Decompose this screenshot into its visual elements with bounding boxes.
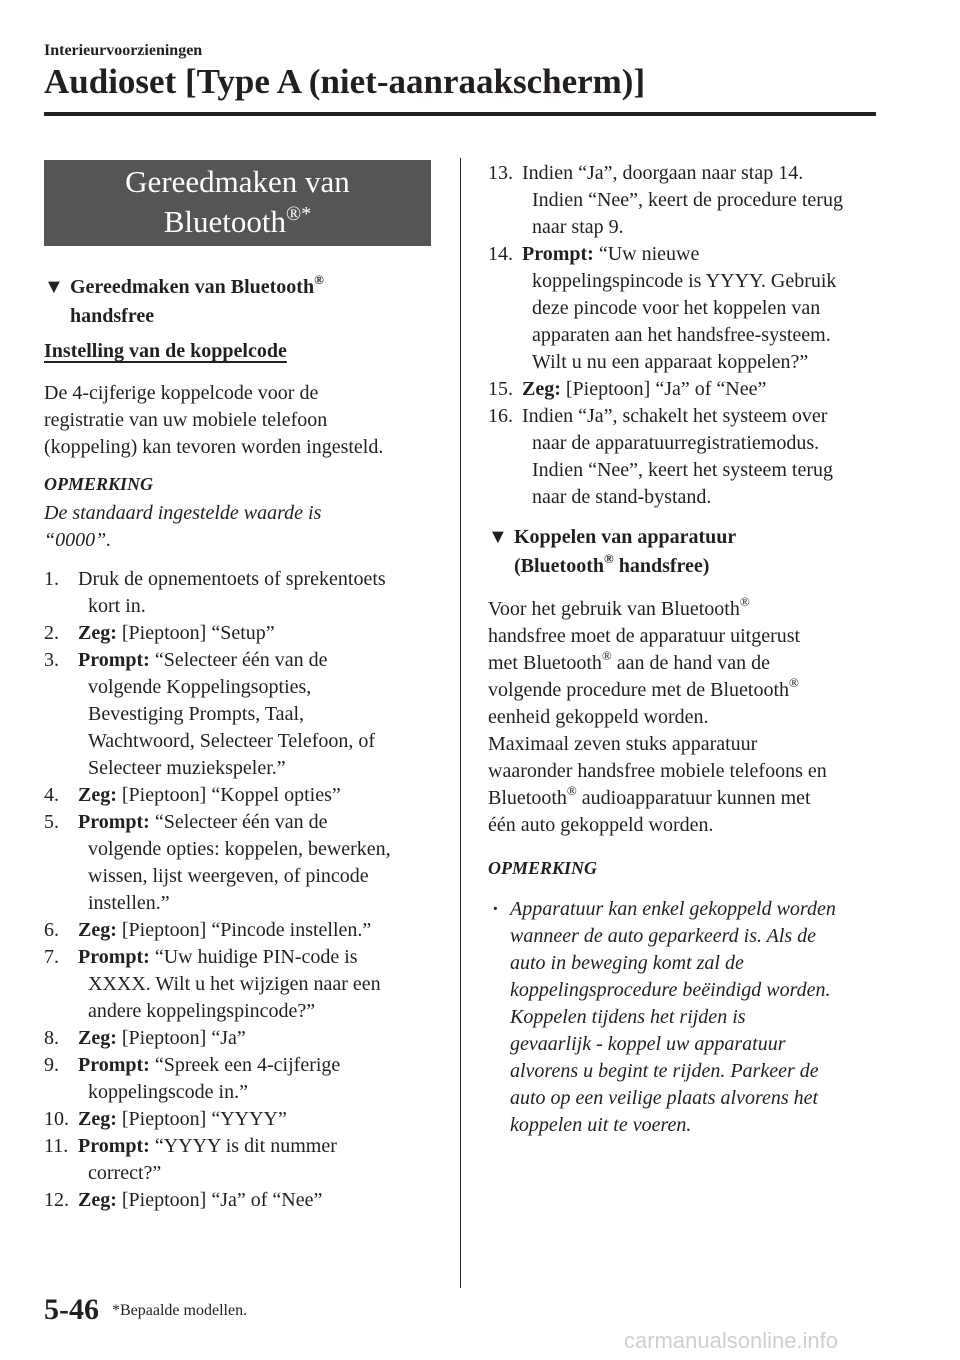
step-text: [Pieptoon] “Ja” of “Nee” bbox=[121, 1189, 323, 1211]
note-bullet-text bbox=[488, 896, 888, 1139]
step-label: Zeg: bbox=[522, 378, 561, 400]
note-line: wanneer de auto geparkeerd is. Als de bbox=[510, 925, 817, 947]
watermark: carmanualsonline.info bbox=[624, 1328, 839, 1353]
step-text: volgende opties: koppelen, bewerken, bbox=[88, 838, 391, 860]
step-item bbox=[44, 620, 444, 647]
step-item bbox=[44, 566, 444, 620]
step-label: Zeg: bbox=[78, 1027, 117, 1049]
step-text: Wilt u nu een apparaat koppelen?” bbox=[532, 351, 809, 373]
step-item bbox=[44, 1133, 444, 1187]
step-text: naar de stand-bystand. bbox=[532, 486, 712, 508]
step-item bbox=[44, 917, 444, 944]
step-text: “Spreek een 4-cijferige bbox=[154, 1054, 341, 1076]
step-item bbox=[44, 782, 444, 809]
step-number: 4. bbox=[44, 784, 59, 806]
step-number: 5. bbox=[44, 811, 59, 833]
intro-paragraph: Voor het gebruik van Bluetooth® handsfree moet de apparatuur uitgerust met Bluetooth® aan de hand van de volgende procedure met de Bluetooth® eenheid gekoppeld worden. Maximaal zeven stuks apparatuur waaronder handsfree mobiele telefoons en Bluetooth® audioapparatuur kunnen met één auto gekoppeld worden. bbox=[488, 594, 827, 836]
step-text: [Pieptoon] “Pincode instellen.” bbox=[121, 919, 372, 941]
step-item bbox=[44, 647, 444, 782]
step-text: kort in. bbox=[88, 595, 146, 617]
step-text: Wachtwoord, Selecteer Telefoon, of bbox=[88, 730, 376, 752]
step-text: correct?” bbox=[88, 1162, 162, 1184]
step-number: 16. bbox=[488, 405, 513, 427]
step-item bbox=[44, 944, 444, 1025]
step-text: [Pieptoon] “Ja” of “Nee” bbox=[565, 378, 767, 400]
step-text: naar stap 9. bbox=[532, 216, 624, 238]
step-number: 15. bbox=[488, 378, 513, 400]
section-banner bbox=[44, 160, 431, 246]
note-text: De standaard ingestelde waarde is “0000”. bbox=[44, 502, 322, 551]
step-text: [Pieptoon] “Ja” bbox=[121, 1027, 246, 1049]
step-number: 11. bbox=[44, 1135, 69, 1157]
step-item bbox=[488, 241, 888, 376]
step-number: 1. bbox=[44, 568, 59, 590]
note-line: koppelen uit te voeren. bbox=[510, 1114, 692, 1136]
left-heading: ▼ Gereedmaken van Bluetooth® handsfree bbox=[44, 272, 324, 327]
note-line: gevaarlijk - koppel uw apparatuur bbox=[510, 1033, 786, 1055]
step-item bbox=[44, 1052, 444, 1106]
intro-text: De 4-cijferige koppelcode voor de registratie van uw mobiele telefoon (koppeling) kan tevoren worden ingesteld. bbox=[44, 382, 384, 458]
step-item bbox=[488, 376, 888, 403]
triangle-down-icon: ▼ bbox=[488, 526, 508, 548]
step-number: 7. bbox=[44, 946, 59, 968]
step-text: Indien “Ja”, schakelt het systeem over bbox=[522, 405, 828, 427]
banner-line-2: Bluetooth®* bbox=[163, 203, 312, 239]
step-text: andere koppelingspincode?” bbox=[88, 1000, 316, 1022]
step-text: koppelingspincode is YYYY. Gebruik bbox=[532, 270, 837, 292]
step-text: apparaten aan het handsfree-systeem. bbox=[532, 324, 831, 346]
step-text: XXXX. Wilt u het wijzigen naar een bbox=[88, 973, 381, 995]
triangle-down-icon: ▼ bbox=[44, 276, 64, 298]
step-label: Zeg: bbox=[78, 1108, 117, 1130]
banner-registered-mark: ®* bbox=[286, 203, 312, 225]
step-text: Indien “Nee”, keert de procedure terug bbox=[532, 189, 843, 211]
step-label: Zeg: bbox=[78, 622, 117, 644]
step-number: 3. bbox=[44, 649, 59, 671]
step-text: deze pincode voor het koppelen van bbox=[532, 297, 821, 319]
note-line: alvorens u begint te rijden. Parkeer de bbox=[510, 1060, 819, 1082]
step-number: 12. bbox=[44, 1189, 69, 1211]
title-rule bbox=[44, 112, 876, 116]
step-label: Zeg: bbox=[78, 784, 117, 806]
step-label: Prompt: bbox=[78, 946, 150, 968]
step-label: Prompt: bbox=[522, 243, 594, 265]
step-number: 8. bbox=[44, 1027, 59, 1049]
step-label: Zeg: bbox=[78, 1189, 117, 1211]
banner-line-1: Gereedmaken van bbox=[125, 164, 350, 199]
step-label: Zeg: bbox=[78, 919, 117, 941]
right-step-list bbox=[488, 160, 888, 511]
step-text: “Uw nieuwe bbox=[598, 243, 700, 265]
step-item bbox=[488, 403, 888, 511]
subheading: Instelling van de koppelcode bbox=[44, 340, 287, 362]
step-label: Prompt: bbox=[78, 649, 150, 671]
step-text: “Selecteer één van de bbox=[154, 649, 328, 671]
step-number: 13. bbox=[488, 162, 513, 184]
step-text: instellen.” bbox=[88, 892, 170, 914]
step-text: [Pieptoon] “Koppel opties” bbox=[121, 784, 341, 806]
step-text: Selecteer muziekspeler.” bbox=[88, 757, 286, 779]
step-item bbox=[44, 1106, 444, 1133]
right-heading: ▼ Koppelen van apparatuur (Bluetooth® handsfree) bbox=[488, 526, 737, 577]
step-text: [Pieptoon] “Setup” bbox=[121, 622, 275, 644]
step-text: wissen, lijst weergeven, of pincode bbox=[88, 865, 369, 887]
bullet-icon: · bbox=[492, 898, 499, 920]
step-label: Prompt: bbox=[78, 1135, 150, 1157]
step-number: 2. bbox=[44, 622, 59, 644]
section-kicker: Interieurvoorzieningen bbox=[44, 42, 203, 59]
step-number: 6. bbox=[44, 919, 59, 941]
note-heading: OPMERKING bbox=[488, 858, 598, 878]
page-number: 5-46 bbox=[44, 1293, 99, 1326]
note-line: Koppelen tijdens het rijden is bbox=[510, 1006, 746, 1028]
step-text: “YYYY is dit nummer bbox=[154, 1135, 337, 1157]
step-text: koppelingscode in.” bbox=[88, 1081, 248, 1103]
step-text: naar de apparatuurregistratiemodus. bbox=[532, 432, 820, 454]
step-text: Druk de opnementoets of sprekentoets bbox=[78, 568, 386, 590]
note-line: auto op een veilige plaats alvorens het bbox=[510, 1087, 819, 1109]
step-text: volgende Koppelingsopties, bbox=[88, 676, 312, 698]
step-number: 14. bbox=[488, 243, 513, 265]
step-number: 9. bbox=[44, 1054, 59, 1076]
page-title: Audioset [Type A (niet-aanraakscherm)] bbox=[44, 62, 646, 101]
step-number: 10. bbox=[44, 1108, 69, 1130]
step-label: Prompt: bbox=[78, 1054, 150, 1076]
step-text: “Selecteer één van de bbox=[154, 811, 328, 833]
left-step-list bbox=[44, 566, 444, 1214]
step-text: [Pieptoon] “YYYY” bbox=[121, 1108, 287, 1130]
step-text: Indien “Ja”, doorgaan naar stap 14. bbox=[522, 162, 804, 184]
step-item bbox=[44, 1025, 444, 1052]
note-line: Apparatuur kan enkel gekoppeld worden bbox=[510, 898, 836, 920]
footnote: *Bepaalde modellen. bbox=[112, 1302, 248, 1319]
step-item bbox=[44, 809, 444, 917]
step-label: Prompt: bbox=[78, 811, 150, 833]
step-text: Indien “Nee”, keert het systeem terug bbox=[532, 459, 833, 481]
note-line: koppelingsprocedure beëindigd worden. bbox=[510, 979, 831, 1001]
step-text: Bevestiging Prompts, Taal, bbox=[88, 703, 304, 725]
column-divider bbox=[460, 158, 461, 1288]
step-item bbox=[488, 160, 888, 241]
step-item bbox=[44, 1187, 444, 1214]
note-heading: OPMERKING bbox=[44, 474, 154, 494]
note-line: auto in beweging komt zal de bbox=[510, 952, 744, 974]
step-text: “Uw huidige PIN-code is bbox=[154, 946, 358, 968]
